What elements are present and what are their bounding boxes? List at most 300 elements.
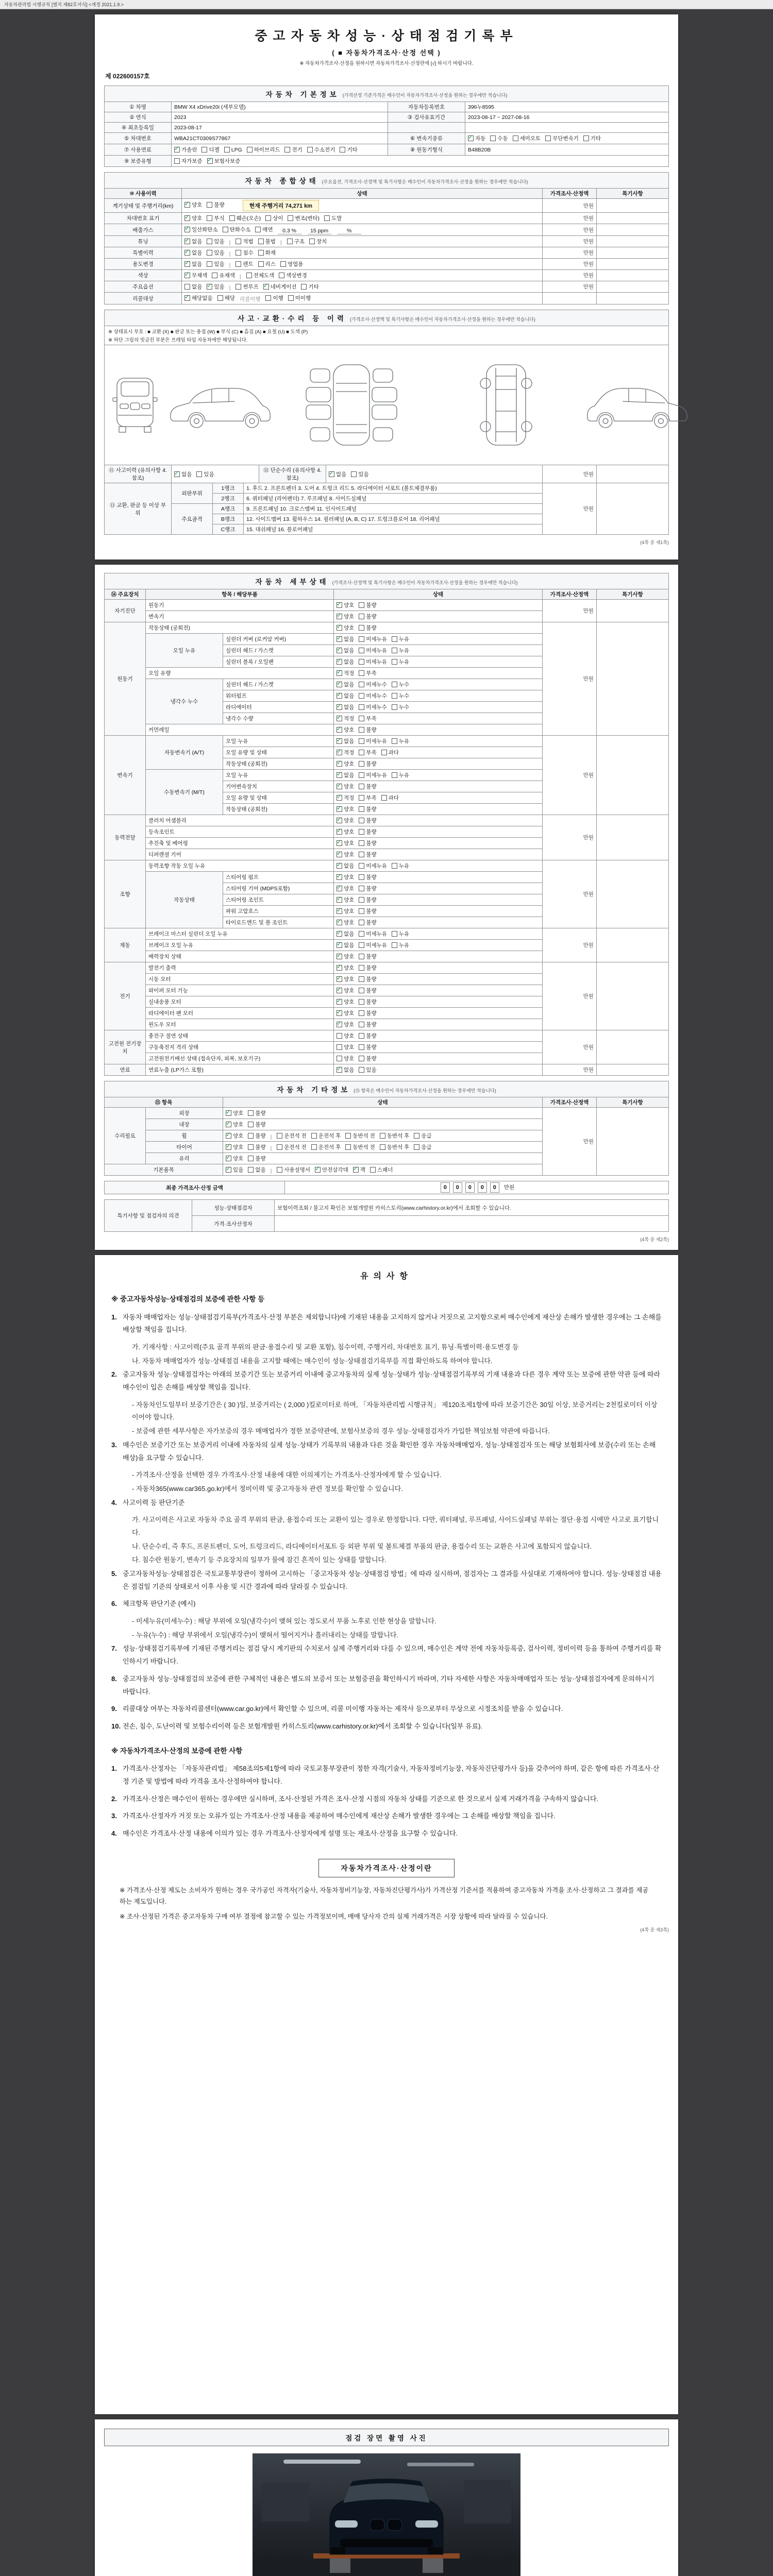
checked-checkbox-icon [263,284,269,290]
empty-checkbox-icon [337,1044,342,1050]
etc-section-title: 자동차 기타정보 [277,1086,351,1094]
empty-checkbox-icon [359,772,364,778]
notice-item-number: 3. [111,1440,117,1449]
item-state [334,713,543,724]
empty-checkbox-icon [184,284,190,290]
checkbox-label: 불량 [366,886,377,892]
value-first-registration: 2023-08-17 [172,123,388,133]
etc-item-label: 내장 [146,1119,223,1130]
checkbox-label: 누유 [398,636,410,642]
checkbox-불량 [248,1143,265,1151]
checkbox-label: 양호 [344,976,355,982]
checkbox-불량 [359,613,376,620]
checkbox-label: 누수 [398,682,410,688]
basic-section-title: 자동차 기본정보 [265,91,340,98]
checkbox-기타 [301,283,318,291]
checkbox-group [226,1134,271,1140]
checkbox-미이행 [288,294,311,302]
checked-checkbox-icon [337,1067,342,1073]
note-cell [597,1108,669,1176]
checked-checkbox-icon [329,471,334,477]
notice-item-number: 2. [111,1794,117,1803]
checkbox-label: 없음 [344,659,355,665]
empty-checkbox-icon [392,931,397,937]
usage-history-row [105,213,669,224]
device-label: 자기진단 [105,600,146,622]
checkbox-과다 [381,794,399,802]
detail-section-note: (가격조사·산정액 및 특기사항은 매수인이 자동차가격조사·산정을 원하는 경우에만 적습니다) [332,580,518,585]
empty-checkbox-icon [207,202,212,208]
empty-checkbox-icon [359,1033,364,1039]
checkbox-해당없음 [184,294,213,302]
checkbox-label: 있음 [214,284,225,290]
label-reg-number: 자동차등록번호 [388,102,465,112]
checkbox-누수 [392,703,409,711]
checkbox-label: 부식 [214,215,225,222]
item-label: 실린더 블록 / 오일팬 [223,656,334,668]
empty-checkbox-icon [392,738,397,744]
checkbox-양호 [337,783,354,790]
checkbox-불량 [248,1155,265,1162]
checkbox-label: 양호 [192,202,203,208]
checkbox-응급 [414,1143,431,1151]
checkbox-label: 불량 [366,954,377,960]
checkbox-일산화탄소 [184,226,218,233]
checkbox-미세누수 [359,703,387,711]
checkbox-label: 양호 [344,829,355,835]
checkbox-불량 [359,726,376,734]
checkbox-label: 침수 [243,250,254,256]
checkbox-불량 [359,953,376,960]
checkbox-label: 양호 [344,625,355,631]
empty-checkbox-icon [359,682,364,687]
checked-checkbox-icon [337,999,342,1005]
state-divider-text: 리콜이행 [239,296,261,302]
item-state [334,668,543,679]
checkbox-label: 리스 [265,261,276,267]
checked-checkbox-icon [337,750,342,755]
checkbox-양호 [337,1009,354,1017]
checkbox-유채색 [212,272,234,279]
checkbox-label: 부족 [366,795,377,801]
subgroup-label: 냉각수 누수 [146,679,223,724]
checked-checkbox-icon [337,636,342,642]
checkbox-있음 [207,260,224,268]
checkbox-없음 [184,238,202,245]
checkbox-label: 탄화수소 [229,227,251,233]
note-cell [596,213,668,224]
detail-row [105,962,669,974]
checkbox-불량 [359,624,376,632]
car-side-view-right-diagram [583,353,694,456]
inspector-opinion-table [104,1199,669,1232]
checked-checkbox-icon [337,840,342,846]
usage-item-label: 차대번호 표기 [105,213,182,224]
usage-item-label: 계기상태 및 주행거리(km) [105,199,182,213]
notice-sub-item: - 가격조사·산정을 선택한 경우 가격조사·산정 내용에 대한 이의제기는 가격조사·산정자에게 할 수 있습니다. [132,1471,442,1479]
etc-item-label: 타이어 [146,1142,223,1153]
checkbox-없음 [337,737,354,745]
note-cell [596,1030,668,1064]
checkbox-보험사보증 [207,157,241,165]
legend-line-1: ※ 상태표시 부호 : ■ 교환 (X) ■ 판금 또는 용접 (W) ■ 부식 (C) ■ 흠집 (A) ■ 요철 (U) ■ 도색 (P) [108,329,308,335]
note-cell [596,236,668,247]
checkbox-label: 영업용 [287,261,304,267]
item-state [334,1042,543,1053]
checkbox-label: 과다 [388,750,399,756]
accident-history-options [172,465,259,483]
checkbox-label: 불량 [366,818,377,824]
detail-row [105,860,669,872]
empty-checkbox-icon [359,636,364,642]
item-label: 와이퍼 모터 기능 [146,985,334,996]
usage-item-label: 특별이력 [105,247,182,259]
notice-item-number: 6. [111,1600,117,1608]
checkbox-없음 [337,635,354,643]
notice-item-text: 중고자동차 성능·상태점검자는 아래의 보증기간 또는 보증거리 이내에 중고자동차의 실제 성능·상태가 성능·상태점검기록부의 기재 내용과 다른 경우 계약 또는 보증에 관한 약관 등에 따라 매수인이 입은 손해를 배상할 책임을 집니다. [123,1370,661,1392]
detail-row [105,815,669,826]
checkbox-label: 과다 [388,795,399,801]
item-state [334,974,543,985]
price-cell: 만원 [542,1030,596,1064]
etc-header-price: 가격조사·산정액 [543,1097,597,1108]
checkbox-없음 [337,692,354,700]
part-rank-label: 2랭크 [213,494,244,504]
checkbox-label: 양호 [344,602,355,608]
checkbox-label: 누유 [398,659,410,665]
checkbox-양호 [337,817,354,824]
checkbox-group [287,240,332,246]
empty-checkbox-icon [236,239,241,244]
checkbox-있음 [359,1066,376,1074]
checkbox-잭 [353,1166,365,1174]
item-label: 클러치 어셈블리 [146,815,334,826]
item-state [334,702,543,713]
detail-header-note: 특기사항 [596,589,668,600]
checkbox-label: 상이 [273,215,283,222]
checkbox-양호 [337,873,354,881]
checkbox-불량 [359,907,376,915]
empty-checkbox-icon [196,471,202,477]
label-model-year: ② 연식 [105,112,172,123]
price-cell: 만원 [543,483,597,535]
checkbox-label: 기타 [590,135,601,142]
device-label: 전기 [105,962,146,1030]
notice-section-title: ※ 자동차가격조사·산정의 보증에 관한 사항 [111,1747,243,1755]
checkbox-label: 불량 [366,852,377,858]
checkbox-group [277,1168,397,1174]
checkbox-group [184,251,229,257]
item-state [334,1019,543,1030]
car-diagram-cell [105,345,669,465]
item-state [334,883,543,894]
checkbox-label: 일산화탄소 [192,227,218,233]
empty-checkbox-icon [248,1133,254,1139]
checkbox-label: 썬루프 [243,284,259,290]
note-cell [596,1064,668,1076]
notice-title: 유의사항 [360,1272,413,1281]
basic-items-label: 기본품목 [105,1164,223,1176]
checkbox-누유 [392,862,409,870]
checkbox-label: 누유 [398,738,410,744]
checkbox-label: 불량 [366,761,377,767]
notice-item-number: 9. [111,1705,117,1713]
checkbox-label: 있음 [204,471,214,478]
empty-checkbox-icon [246,273,252,278]
checkbox-동반석 전 [345,1143,375,1151]
inspection-photo-front [104,2453,669,2576]
checkbox-label: 이행 [273,295,283,301]
notice-item-text: 중고자동차성능·상태점검은 국토교통부장관이 정하여 고시하는 「중고자동차 성능·상태점검 방법」에 따라 실시하며, 점검자는 그 결과를 사실대로 기재하여야 합니다. 성능·상태점검 내용은 점검일 기준의 상태로서 이후 사용 및 시간 경과에 따라 달라질 수 있습니다. [123,1570,662,1590]
checkbox-label: 누유 [398,931,410,937]
checkbox-불량 [207,201,224,209]
etc-section-header [105,1081,669,1097]
notice-item-number: 5. [111,1570,117,1578]
empty-checkbox-icon [258,239,264,244]
note-cell [596,815,668,860]
checkbox-양호 [184,214,202,222]
accident-section-header [105,310,669,326]
part-items: 15. 대쉬패널 16. 플로어패널 [244,524,543,535]
checkbox-없음 [184,283,202,291]
accident-history-table [104,310,669,483]
empty-checkbox-icon [359,659,364,665]
notice-item-text: 가격조사·산정자는 「자동차관리법」 제58조의5제1항에 따라 국토교통부장관이 정한 자격(기술사, 자동차정비기능장, 자동차진단평가사 등)을 갖추어야 하며, 같은 항에 따른 가격조사·산정 기준 및 방법에 따라 가격을 조사·산정하여야 합니다. [123,1765,660,1785]
empty-checkbox-icon [490,135,496,141]
checkbox-label: 수소전기 [314,147,335,153]
checkbox-label: 양호 [344,806,355,812]
checkbox-label: 불량 [366,1022,377,1028]
empty-checkbox-icon [224,147,230,152]
notice-item [111,1810,662,1823]
item-state [334,645,543,656]
notice-item-number: 7. [111,1645,117,1653]
checked-checkbox-icon [337,931,342,937]
checkbox-없음 [337,930,354,938]
repair-needed-label: 수리필요 [105,1108,146,1164]
checkbox-불량 [359,987,376,994]
checkbox-누유 [392,771,409,779]
notice-item-text: 사고이력 등 판단기준 [123,1498,185,1506]
basic-info-table [104,86,669,167]
empty-checkbox-icon [337,1033,342,1039]
notice-item [111,1311,662,1336]
notice-item [111,1598,662,1611]
checkbox-label: 화재 [265,250,276,256]
etc-header-item: ⑮ 항목 [105,1097,223,1108]
empty-checkbox-icon [392,693,397,699]
usage-item-state [182,224,543,236]
checked-checkbox-icon [337,965,342,971]
empty-checkbox-icon [359,716,364,721]
checkbox-group [246,274,312,280]
checkbox-group [184,228,278,234]
checkbox-전체도색 [246,272,275,279]
note-cell [596,293,668,304]
checkbox-색상변경 [279,272,307,279]
empty-checkbox-icon [324,215,330,221]
item-state [334,622,543,634]
empty-checkbox-icon [301,284,307,290]
checkbox-label: 있음 [214,239,225,245]
item-label: 변속기 [146,611,334,622]
overall-section-title: 자동차 종합상태 [245,177,319,185]
subgroup-label: 수동변속기 (M/T) [146,770,223,815]
checkbox-label: 불량 [366,920,377,926]
checkbox-label: 스패너 [377,1167,393,1173]
value-vin: WBA21CT0309S77867 [172,133,388,144]
item-state [334,962,543,974]
item-label: 라디에이터 [223,702,334,713]
empty-checkbox-icon [255,227,261,232]
warranty-options [172,156,669,167]
checked-checkbox-icon [468,135,474,141]
price-cell: 만원 [542,213,596,224]
checkbox-label: 변조(변타) [295,215,320,222]
checked-checkbox-icon [174,471,180,477]
checkbox-label: 적정 [344,795,355,801]
checkbox-label: 네비게이션 [270,284,297,290]
checkbox-label: 양호 [192,215,203,222]
box-paragraph: ※ 가격조사·산정 제도는 소비자가 원하는 경우 국가공인 자격자(기술사, 자동차정비기능장, 자동차진단평가사)가 가격산정 기준서를 적용하여 중고자동차 가격을 조사·산정하고 그 결과를 제공하는 제도입니다. [120,1886,649,1906]
empty-checkbox-icon [359,648,364,653]
checkbox-group [277,1134,436,1140]
checkbox-불량 [248,1121,265,1128]
checkbox-없음 [329,470,346,478]
notice-sub-item: - 자동차365(www.car365.go.kr)에서 정비이력 및 중고자동차 관련 정보를 확인할 수 있습니다. [132,1484,403,1493]
label-first-registration: ④ 최초등록일 [105,123,172,133]
checkbox-label: 불량 [366,727,377,733]
empty-checkbox-icon [381,750,387,755]
note-cell [596,247,668,259]
item-state [334,940,543,951]
usage-item-label: 주요옵션 [105,281,182,293]
checkbox-label: 없음 [344,648,355,654]
label-transmission: ⑥ 변속기종류 [388,133,465,144]
checkbox-불량 [359,975,376,983]
checkbox-label: 없음 [344,863,355,869]
opinion-appraiser-label: 가격·조사산정자 [192,1216,275,1232]
usage-history-row [105,259,669,270]
checkbox-label: 미세누유 [366,942,387,948]
basic-section-header [105,86,669,102]
notice-item-text: 매수인은 보증기간 또는 보증거리 이내에 자동차의 실제 성능·상태가 기록부의 내용과 다른 것을 확인한 경우 자동차매매업자, 성능·상태점검자 또는 해당 보험회사에 보증(수리 또는 손해배상)을 요구할 수 있습니다. [123,1440,656,1462]
checkbox-label: 미세누유 [366,648,387,654]
checkbox-label: 안전삼각대 [322,1167,348,1173]
empty-checkbox-icon [359,727,364,733]
checked-checkbox-icon [315,1167,321,1173]
item-label: 발전기 출력 [146,962,334,974]
subgroup-label: 자동변속기 (A/T) [146,736,223,770]
checkbox-label: 불량 [366,806,377,812]
notice-sub-item: - 자동차인도일부터 보증기간은 ( 30 )일, 보증거리는 ( 2,000 )킬로미터로 하며, 「자동차관리법 시행규칙」 제120조제1항에 따라 보증기간은 30일 이상, 보증거리는 2천킬로미터 이상이어야 합니다. [132,1400,658,1421]
form-source-note [0,0,773,9]
checked-checkbox-icon [337,704,342,710]
checkbox-group [236,251,280,257]
empty-checkbox-icon [414,1144,419,1150]
opinion-label: 특기사항 및 점검자의 의견 [105,1200,192,1232]
item-label: 워터펌프 [223,690,334,702]
checked-checkbox-icon [184,295,190,301]
overall-header-usage: ⑩ 사용이력 [105,189,182,199]
checkbox-불량 [359,896,376,904]
checkbox-group [184,274,240,280]
checkbox-무단변속기 [545,134,579,142]
empty-checkbox-icon [345,1133,351,1139]
checkbox-label: 불량 [214,202,225,208]
checkbox-있음 [226,1166,243,1174]
checkbox-있음 [196,470,214,478]
item-label: 브레이크 오일 누유 [146,940,334,951]
checkbox-label: 미세누수 [366,704,387,710]
checkbox-label: 전기 [292,147,303,153]
checkbox-운전석 전 [277,1143,307,1151]
empty-checkbox-icon [207,239,212,244]
checkbox-group [226,1145,271,1151]
checkbox-양호 [337,907,354,915]
price-cell: 만원 [542,1064,596,1076]
checkbox-label: 양호 [344,886,355,892]
item-label: 파워 고압호스 [223,906,334,917]
checkbox-label: 가솔린 [181,147,197,153]
price-digit-box: 0 [465,1182,475,1193]
notice-item [111,1439,662,1464]
checked-checkbox-icon [226,1133,231,1139]
checked-checkbox-icon [337,988,342,993]
empty-checkbox-icon [236,284,241,290]
checkbox-불량 [359,885,376,892]
empty-checkbox-icon [311,1144,317,1150]
checkbox-훼손(오손) [229,214,261,222]
note-cell [596,281,668,293]
page-4 [95,2419,678,2576]
checkbox-label: 불량 [366,614,377,620]
checkbox-label: 운전석 전 [284,1144,307,1150]
checkbox-label: 불량 [366,602,377,608]
checkbox-label: 렌트 [243,261,254,267]
empty-checkbox-icon [359,1022,364,1027]
etc-item-label: 유리 [146,1153,223,1164]
checked-checkbox-icon [184,202,190,208]
checkbox-group [184,262,229,268]
checkbox-양호 [226,1109,243,1117]
checkbox-양호 [226,1121,243,1128]
usage-item-state [182,247,543,259]
checkbox-label: 양호 [344,761,355,767]
detail-section-title: 자동차 세부상태 [255,578,329,586]
checkbox-label: 양호 [344,954,355,960]
device-label: 원동기 [105,622,146,736]
checkbox-기타 [340,146,357,154]
item-state [334,860,543,872]
item-state [334,781,543,792]
final-price-label: 최종 가격조사·산정 금액 [105,1181,285,1194]
doc-subtitle: ( ■ 자동차가격조사·산정 선택 ) [332,49,441,57]
empty-checkbox-icon [392,659,397,665]
item-label: 냉각수 수량 [223,713,334,724]
checkbox-없음 [337,703,354,711]
checkbox-네비게이션 [263,283,297,291]
checkbox-장치 [309,238,327,245]
checkbox-label: 누수 [398,704,410,710]
detail-row [105,600,669,611]
detail-row [105,736,669,747]
item-label: 오일 누유 [223,736,334,747]
empty-checkbox-icon [392,942,397,948]
checkbox-label: 무채색 [192,273,208,279]
checkbox-양호 [337,1043,354,1051]
checkbox-label: 누유 [398,648,410,654]
